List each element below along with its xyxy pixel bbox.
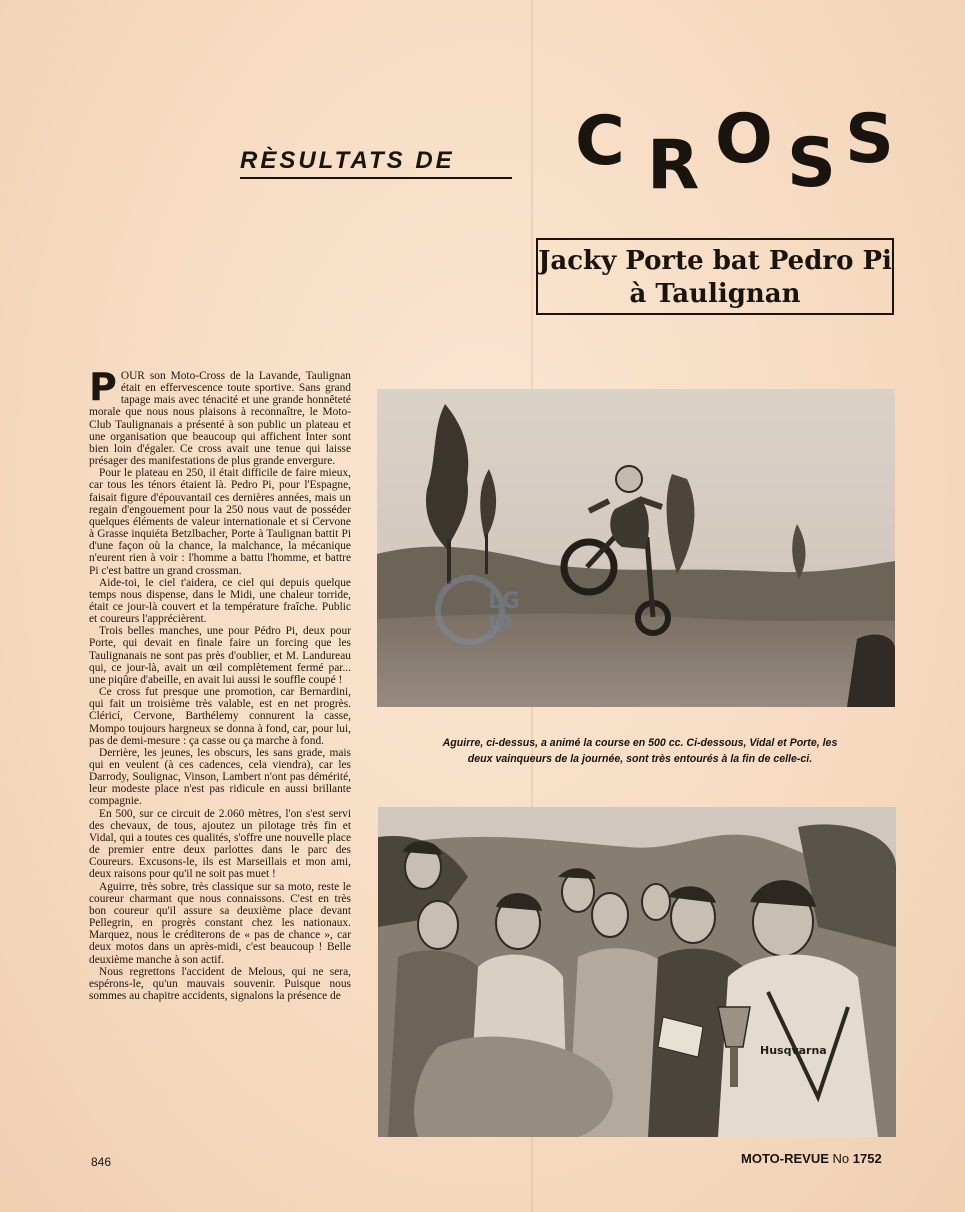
page-number: 846 bbox=[91, 1155, 112, 1169]
svg-text:JP: JP bbox=[488, 613, 513, 638]
photo-motocross-jump bbox=[377, 389, 895, 707]
article-paragraph: Nous regrettons l'accident de Melous, qui ne sera, espérons-le, qu'un mauvais souvenir. Puisque nous sommes au chapitre accidents, signalons la présence de bbox=[89, 965, 351, 1002]
article-body bbox=[89, 370, 351, 1138]
photo-caption: Aguirre, ci-dessus, a animé la course en 500 cc. Ci-dessous, Vidal et Porte, les deux vainqueurs de la journée, sont très entourés à la fin de celle-ci. bbox=[442, 737, 838, 765]
article-paragraph: POUR son Moto-Cross de la Lavande, Taulignan était en effervescence toute sportive. Sans grand tapage mais avec ténacité et une grande honnêteté morale que nous nous plaisons à reconnaître, le Moto-Club Taulignanais a présenté à son public un plateau et une organisation que beaucoup qui affichent Inter sont bien loin d'égaler. Ce cross avait une tenue qui laisse présager des manifestations de plus grande envergure. bbox=[89, 370, 351, 468]
issue-number: 1752 bbox=[852, 1151, 882, 1166]
title-letter-s1: S bbox=[787, 124, 836, 203]
subheadline-box bbox=[536, 238, 894, 315]
title-letter-o: O bbox=[715, 100, 773, 179]
article-paragraph: Aguirre, très sobre, très classique sur sa moto, reste le coureur charmant que nous connaissons. C'est en très bon coureur qu'il assure sa deuxième place devant Pellegrin, en progrès constant chez les nationaux. Marquez, nous le créditerons de « pas de chance », car deux motos dans un après-midi, c'est beaucoup ! Belle deuxième manche à son actif. bbox=[89, 880, 351, 966]
article-paragraph: Pour le plateau en 250, il était difficile de faire mieux, car tous les ténors étaient là. Pedro Pi, pour l'Espagne, faisait figure d'épouvantail ces dernières années, mais un regain d'engouement pour la 250 nous vaut de posséder quelques éléments de valeur internationale et si Cervone à Grasse inquiéta Betzlbacher, Porte à Taulignan battit Pi d'une façon où la chance, la malchance, la mécanique n'eurent rien à voir : l'homme a battu l'homme, et battre Pi c'est battre un grand crossman. bbox=[89, 467, 351, 577]
headline-title bbox=[575, 100, 905, 205]
magazine-issue bbox=[741, 1151, 882, 1166]
headline-kicker: RÈSULTATS DE bbox=[240, 147, 512, 179]
article-paragraph: Trois belles manches, une pour Pédro Pi, deux pour Porte, qui devait en finale faire un forcing que les Taulignanais ne sont pas près d'oublier, et M. Landureau qui, ce jour-là, avait un œil complètement fermé par... une piqûre d'abeille, en avait lui aussi le souffle coupé ! bbox=[89, 625, 351, 686]
svg-text:LG: LG bbox=[488, 589, 521, 614]
title-letter-c: C bbox=[575, 102, 625, 181]
issue-prefix: No bbox=[832, 1151, 850, 1166]
article-paragraph: Derrière, les jeunes, les obscurs, les sans grade, mais qui en veulent (à ces cadences, cela viendra), car les Darrody, Soulignac, Vinson, Lambert n'ont pas démérité, leur modeste place n'est pas ridicule en aussi brillante compagnie. bbox=[89, 746, 351, 808]
title-letter-r: R bbox=[647, 126, 700, 205]
article-paragraph: En 500, sur ce circuit de 2.060 mètres, l'on s'est servi des chevaux, de tous, ajoutez un pilotage très fin et Vidal, qui a toutes ces qualités, s'offre une nouvelle place de premier entre deux parlottes dans le parc des Coureurs. Excusons-le, ils est Marseillais et mon ami, deux raisons pour qu'il ne soit pas muet ! bbox=[89, 807, 351, 881]
drop-cap: P bbox=[89, 370, 117, 409]
watermark-logo bbox=[430, 570, 540, 650]
subheadline-line-2: à Taulignan bbox=[629, 279, 801, 309]
photo-winners-crowd bbox=[378, 807, 896, 1137]
article-paragraph: Aide-toi, le ciel t'aidera, ce ciel qui depuis quelque temps nous dispense, dans le Midi, une chaleur torride, était ce jour-là couvert et la température fraîche. Public et coureurs l'apprécièrent. bbox=[89, 576, 351, 626]
title-letter-s2: S bbox=[845, 100, 894, 179]
magazine-name: MOTO-REVUE bbox=[741, 1151, 829, 1166]
subheadline-line-1: Jacky Porte bat Pedro Pi bbox=[538, 246, 892, 276]
jersey-lettering: Husqvarna bbox=[760, 1044, 827, 1057]
article-paragraph: Ce cross fut presque une promotion, car Bernardini, qui fait un troisième très valable, est en net progrès. Cléricí, Cervone, Barthélemy connurent la casse, Mompo toujours hargneux se donna à fond, car, pour lui, pas de demi-mesure : ça casse ou ça marche à fond. bbox=[89, 686, 351, 747]
